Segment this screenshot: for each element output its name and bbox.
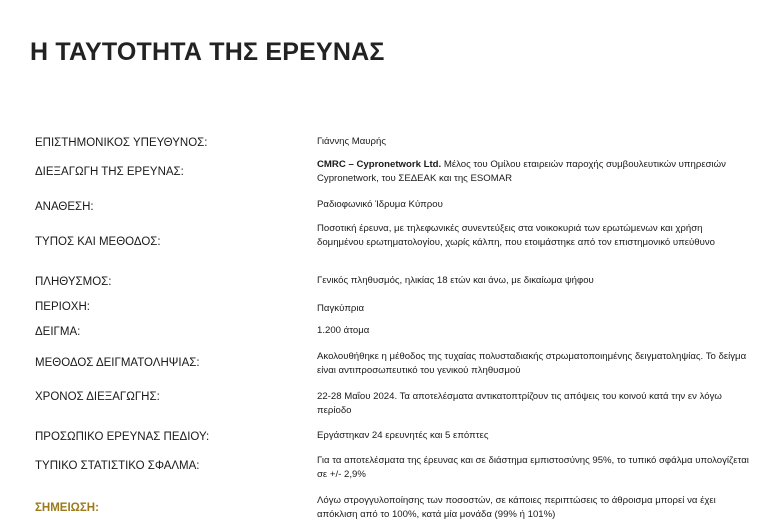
value-population: Γενικός πληθυσμός, ηλικίας 18 ετών και άνω, με δικαίωμα ψήφου (317, 275, 594, 286)
company-description: Μέλος του Ομίλου εταιρειών παροχής συμβουλευτικών υπηρεσιών Cypronetwork, του ΣΕΔΕΑΚ και της ESOMAR (317, 159, 726, 184)
label-type-method: ΤΥΠΟΣ ΚΑΙ ΜΕΘΟΔΟΣ: (35, 236, 161, 248)
label-area: ΠΕΡΙΟΧΗ: (35, 301, 90, 313)
label-scientific-director: ΕΠΙΣΤΗΜΟΝΙΚΟΣ ΥΠΕΥΘΥΝΟΣ: (35, 137, 208, 149)
value-field-staff: Εργάστηκαν 24 ερευνητές και 5 επόπτες (317, 430, 489, 441)
value-standard-error: Για τα αποτελέσματα της έρευνας και σε διάστημα εμπιστοσύνης 95%, το τυπικό σφάλμα υπολογίζεται σε +/- 2,9% (317, 455, 749, 480)
value-sampling-method: Ακολουθήθηκε η μέθοδος της τυχαίας πολυσταδιακής στρωματοποιημένης δειγματοληψίας. Το δείγμα είναι αντιπροσωπευτικό του γενικού πληθυσμού (317, 351, 747, 376)
label-note: ΣΗΜΕΙΩΣΗ: (35, 502, 99, 514)
label-field-staff: ΠΡΟΣΩΠΙΚΟ ΕΡΕΥΝΑΣ ΠΕΔΙΟΥ: (35, 431, 210, 443)
label-standard-error: ΤΥΠΙΚΟ ΣΤΑΤΙΣΤΙΚΟ ΣΦΑΛΜΑ: (35, 460, 200, 472)
label-conducted-by: ΔΙΕΞΑΓΩΓΗ ΤΗΣ ΕΡΕΥΝΑΣ: (35, 166, 184, 178)
company-name: CMRC – Cypronetwork Ltd. (317, 159, 442, 170)
value-note: Λόγω στρογγυλοποίησης των ποσοστών, σε κάποιες περιπτώσεις το άθροισμα μπορεί να έχει απόκλιση από το 100%, κατά μία μονάδα (99% ή 101%) (317, 495, 716, 520)
page-title: Η ΤΑΥΤΟΤΗΤΑ ΤΗΣ ΕΡΕΥΝΑΣ (30, 38, 385, 66)
value-scientific-director: Γιάννης Μαυρής (317, 136, 386, 147)
label-sampling-method: ΜΕΘΟΔΟΣ ΔΕΙΓΜΑΤΟΛΗΨΙΑΣ: (35, 357, 200, 369)
value-commissioned-by: Ραδιοφωνικό Ίδρυμα Κύπρου (317, 199, 443, 210)
label-population: ΠΛΗΘΥΣΜΟΣ: (35, 276, 112, 288)
label-commissioned-by: ΑΝΑΘΕΣΗ: (35, 201, 94, 213)
value-conduct-time: 22-28 Μαΐου 2024. Τα αποτελέσματα αντικατοπτρίζουν τις απόψεις του κοινού κατά την εν λόγω περίοδο (317, 391, 722, 416)
label-conduct-time: ΧΡΟΝΟΣ ΔΙΕΞΑΓΩΓΗΣ: (35, 391, 160, 403)
value-sample: 1.200 άτομα (317, 325, 370, 336)
value-conducted-by (317, 158, 749, 185)
label-sample: ΔΕΙΓΜΑ: (35, 326, 81, 338)
value-area: Παγκύπρια (317, 303, 365, 314)
value-type-method: Ποσοτική έρευνα, με τηλεφωνικές συνεντεύξεις στα νοικοκυριά των ερωτώμενων και χρήση δομημένου ερωτηματολογίου, χωρίς κάλπη, που ετοιμάστηκε από τον επιστημονικό υπεύθυνο (317, 223, 716, 248)
